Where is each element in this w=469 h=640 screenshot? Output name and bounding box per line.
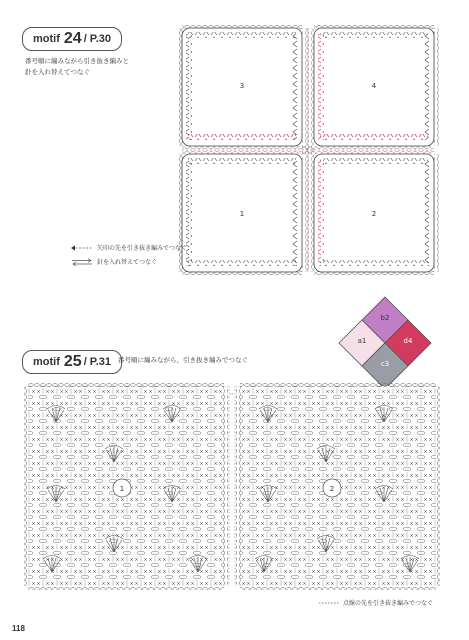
cell-label-c3: c3 — [380, 360, 390, 368]
page-reference: / P.31 — [83, 356, 112, 368]
legend-dotted-slip-stitch: 点線の先を引き抜き編みでつなぐ — [318, 598, 433, 607]
legend-swap-hook: 針を入れ替えてつなぐ — [70, 257, 157, 266]
center-label-1: 1 — [119, 485, 125, 493]
assembly-diagram — [336, 294, 434, 386]
motif-word: motif — [33, 33, 60, 45]
motif-24-chart — [178, 24, 440, 276]
arrow-icon — [70, 245, 94, 251]
center-label-2: 2 — [329, 485, 335, 493]
motif-24-instruction: 番号順に編みながら引き抜き編みと 針を入れ替えてつなぐ — [25, 57, 129, 76]
page-number: 118 — [12, 624, 25, 633]
motif-word: motif — [33, 356, 60, 368]
square-label-4: 4 — [371, 82, 377, 90]
motif-24-title — [22, 27, 122, 51]
motif-square-2 — [314, 154, 439, 276]
motif-25-chart — [22, 382, 442, 590]
square-label-2: 2 — [371, 210, 377, 218]
page-reference: / P.30 — [83, 33, 112, 45]
legend-slip-stitch: 矢印の先を引き抜き編みでつなぐ — [70, 243, 187, 252]
motif-number: 25 — [63, 353, 82, 370]
square-label-1: 1 — [239, 210, 245, 218]
cell-label-a1: a1 — [357, 337, 367, 345]
square-label-3: 3 — [239, 82, 245, 90]
motif-25-block-left — [24, 382, 228, 590]
swap-arrows-icon — [70, 258, 94, 266]
cell-label-d4: d4 — [403, 337, 413, 345]
cell-label-b2: b2 — [380, 314, 390, 322]
motif-number: 24 — [63, 30, 82, 47]
motif-25-instruction: 番号順に編みながら、引き抜き編みでつなぐ — [118, 356, 248, 364]
dotted-line-icon — [318, 600, 340, 606]
motif-25-title — [22, 350, 122, 374]
motif-square-4 — [314, 24, 439, 146]
motif-25-block-right — [236, 382, 440, 590]
join-lines — [229, 386, 235, 586]
